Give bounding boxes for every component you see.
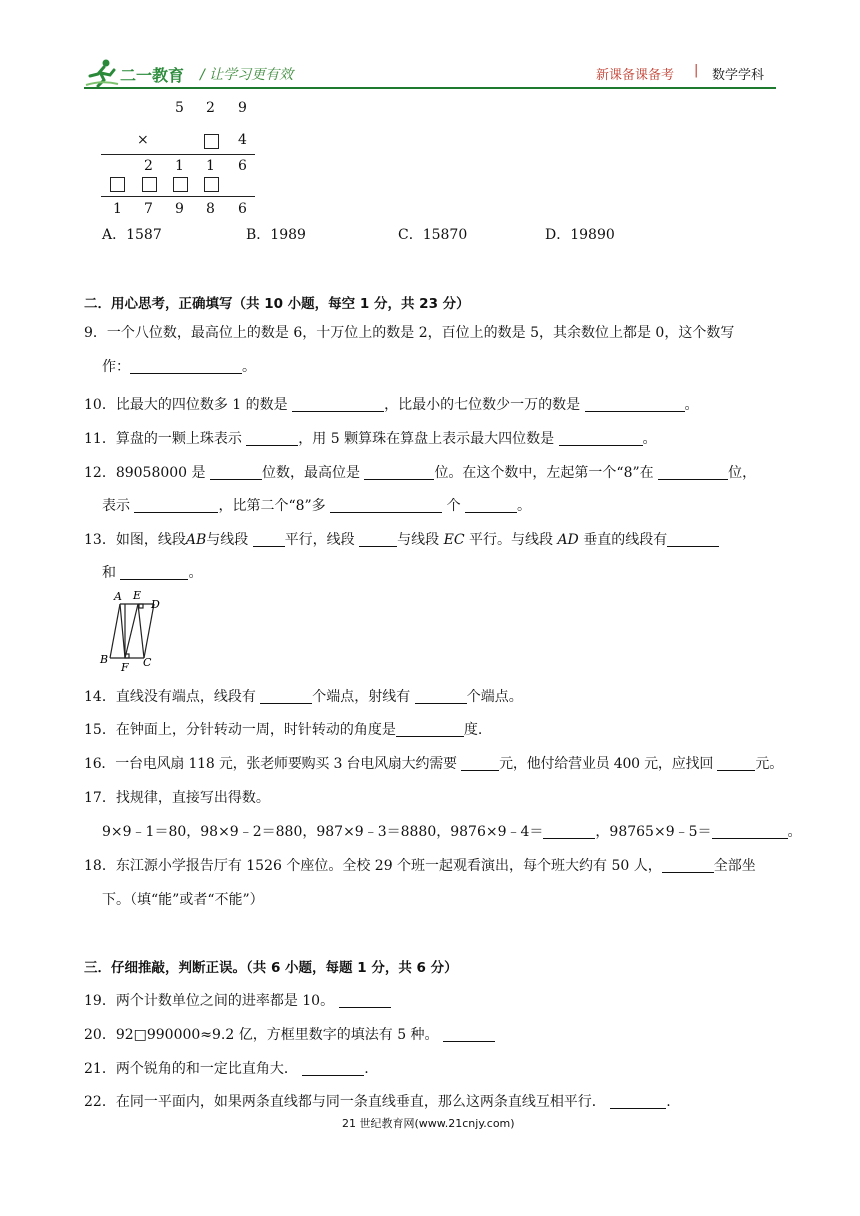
q17-text: 17．找规律，直接写出得数。 bbox=[84, 790, 270, 806]
section-2-title: 二．用心思考，正确填写（共 10 小题，每空 1 分，共 23 分） bbox=[84, 296, 470, 312]
q22-end: . bbox=[666, 1094, 671, 1110]
q10-text: ，比最小的七位数少一万的数是 bbox=[384, 397, 581, 413]
question-21 bbox=[84, 1058, 369, 1078]
blank-box bbox=[142, 177, 157, 194]
mult-line-2 bbox=[101, 196, 255, 197]
q12-text: 位数，最高位是 bbox=[261, 465, 360, 481]
logo-text: 二一教育 bbox=[120, 66, 185, 85]
answer-blank[interactable] bbox=[443, 1027, 495, 1042]
answer-blank[interactable] bbox=[461, 756, 499, 771]
label-b: B bbox=[100, 653, 109, 666]
q20-text: 20．92□990000≈9.2 亿，方框里数字的填法有 5 种。 bbox=[84, 1027, 439, 1043]
q18-text: 下。（填“能”或者“不能”） bbox=[102, 892, 264, 908]
mult-digit: 7 bbox=[144, 201, 153, 217]
label-d: D bbox=[151, 598, 160, 611]
answer-blank[interactable] bbox=[585, 397, 685, 412]
option-a: A．1587 bbox=[102, 227, 162, 243]
q14-text: 个端点，射线有 bbox=[312, 689, 411, 705]
answer-blank[interactable] bbox=[260, 689, 312, 704]
blank-box bbox=[110, 177, 125, 194]
q11-text: ，用 5 颗算珠在算盘上表示最大四位数是 bbox=[298, 431, 555, 447]
mult-digit: 1 bbox=[113, 201, 122, 217]
q17-row-end: 。 bbox=[787, 824, 802, 840]
answer-blank[interactable] bbox=[292, 397, 384, 412]
question-18-line-1 bbox=[84, 855, 756, 875]
answer-blank[interactable] bbox=[662, 858, 714, 873]
mult-digit: 2 bbox=[144, 158, 153, 174]
q9-end: 。 bbox=[242, 359, 256, 375]
mult-digit: 8 bbox=[206, 201, 215, 217]
q16-text: 元，他付给营业员 400 元，应找回 bbox=[499, 756, 714, 772]
slogan: / 让学习更有效 bbox=[200, 67, 294, 83]
question-16 bbox=[84, 753, 783, 773]
mult-line-1 bbox=[101, 154, 255, 155]
q12-text: 位。在这个数中，左起第一个“8”在 bbox=[434, 465, 654, 481]
q13-text: 和 bbox=[102, 565, 116, 581]
answer-blank[interactable] bbox=[465, 498, 517, 513]
question-14 bbox=[84, 686, 523, 706]
answer-blank[interactable] bbox=[359, 532, 397, 547]
q18-text: 全部坐 bbox=[713, 858, 756, 874]
mult-digit: 1 bbox=[175, 158, 184, 174]
segment-ec: EC bbox=[443, 532, 465, 548]
question-13-line-2 bbox=[102, 562, 202, 582]
q14-text: 14．直线没有端点，线段有 bbox=[84, 689, 256, 705]
blank-box bbox=[204, 134, 219, 151]
q13-text: 与线段 bbox=[397, 532, 440, 548]
segment-ad: AD bbox=[557, 532, 579, 548]
q21-end: . bbox=[364, 1061, 369, 1077]
q9-text: 作： bbox=[102, 359, 130, 375]
answer-blank[interactable] bbox=[330, 498, 442, 513]
q13-text: 平行。与线段 bbox=[468, 532, 553, 548]
q15-text: 15．在钟面上，分针转动一周，时针转动的角度是 bbox=[84, 722, 396, 738]
question-11 bbox=[84, 428, 657, 448]
blank-box bbox=[204, 177, 219, 194]
question-13-line-1 bbox=[84, 529, 719, 549]
q12-end: 。 bbox=[517, 498, 532, 514]
question-9-line-1 bbox=[84, 322, 734, 342]
answer-blank[interactable] bbox=[658, 465, 728, 480]
mult-digit: 5 bbox=[175, 100, 184, 116]
q12-text: 表示 bbox=[102, 498, 130, 514]
label-f: F bbox=[121, 661, 129, 674]
mult-digit: 9 bbox=[238, 100, 247, 116]
question-20 bbox=[84, 1024, 495, 1044]
answer-blank[interactable] bbox=[302, 1061, 364, 1076]
mult-digit: 6 bbox=[238, 201, 247, 217]
label-e: E bbox=[133, 589, 142, 602]
times-sign: × bbox=[137, 132, 149, 148]
header-subject: 数学学科 bbox=[712, 68, 765, 83]
answer-blank[interactable] bbox=[712, 824, 788, 839]
q15-text: 度. bbox=[463, 722, 483, 738]
answer-blank[interactable] bbox=[246, 431, 298, 446]
answer-blank[interactable] bbox=[130, 359, 242, 374]
q10-end: 。 bbox=[684, 397, 699, 413]
q22-text: 22．在同一平面内，如果两条直线都与同一条直线垂直，那么这两条直线互相平行． bbox=[84, 1094, 606, 1110]
question-18-line-2 bbox=[102, 889, 264, 909]
answer-blank[interactable] bbox=[339, 993, 391, 1008]
q11-end: 。 bbox=[642, 431, 657, 447]
mult-digit: 1 bbox=[206, 158, 215, 174]
question-10 bbox=[84, 394, 699, 414]
mult-digit: 2 bbox=[206, 100, 215, 116]
q18-text: 18．东江源小学报告厅有 1526 个座位。全校 29 个班一起观看演出，每个班大约有 50 人， bbox=[84, 858, 662, 874]
q13-text: 13．如图，线段 bbox=[84, 532, 186, 548]
answer-blank[interactable] bbox=[210, 465, 262, 480]
answer-blank[interactable] bbox=[610, 1094, 666, 1109]
question-9-line-2 bbox=[102, 356, 256, 376]
question-17 bbox=[84, 787, 270, 807]
blank-box bbox=[173, 177, 188, 194]
section-3-title: 三．仔细推敲，判断正误。（共 6 小题，每题 1 分，共 6 分） bbox=[84, 960, 458, 976]
answer-blank[interactable] bbox=[667, 532, 719, 547]
q13-text: 平行，线段 bbox=[284, 532, 355, 548]
question-17-row bbox=[102, 821, 802, 841]
q13-figure bbox=[98, 588, 168, 674]
q16-text: 16．一台电风扇 118 元，张老师要购买 3 台电风扇大约需要 bbox=[84, 756, 457, 772]
footer: 21 世纪教育网(www.21cnjy.com) bbox=[342, 1117, 515, 1130]
option-c: C．15870 bbox=[398, 227, 468, 243]
q16-text: 元。 bbox=[755, 756, 784, 772]
answer-blank[interactable] bbox=[253, 532, 285, 547]
mult-digit: 9 bbox=[175, 201, 184, 217]
header-right-red: 新课备课备考 bbox=[596, 68, 675, 83]
answer-blank[interactable] bbox=[559, 431, 643, 446]
q19-text: 19．两个计数单位之间的进率都是 10。 bbox=[84, 993, 335, 1009]
q17-row-text: 9×9﹣1＝80，98×9﹣2＝880，987×9﹣3＝8880，9876×9﹣4＝ bbox=[102, 824, 544, 840]
q13-text: 与线段 bbox=[206, 532, 249, 548]
q13-text: 垂直的线段有 bbox=[583, 532, 668, 548]
question-12-line-2 bbox=[102, 495, 531, 515]
q12-text: 个 bbox=[446, 498, 461, 514]
question-22 bbox=[84, 1091, 671, 1111]
answer-blank[interactable] bbox=[415, 689, 467, 704]
question-12-line-1 bbox=[84, 462, 756, 482]
q12-text: 位， bbox=[728, 465, 757, 481]
answer-blank[interactable] bbox=[120, 565, 188, 580]
q21-text: 21．两个锐角的和一定比直角大． bbox=[84, 1061, 298, 1077]
label-a: A bbox=[114, 590, 122, 603]
q13-end: 。 bbox=[188, 565, 203, 581]
q9-text: 9．一个八位数，最高位上的数是 6，十万位上的数是 2，百位上的数是 5，其余数位上都是 0，这个数写 bbox=[84, 325, 735, 341]
segment-ab: AB bbox=[185, 532, 207, 548]
option-d: D．19890 bbox=[545, 227, 615, 243]
answer-blank[interactable] bbox=[364, 465, 434, 480]
answer-blank[interactable] bbox=[543, 824, 595, 839]
runner-logo-icon bbox=[84, 58, 120, 88]
q10-text: 10．比最大的四位数多 1 的数是 bbox=[84, 397, 288, 413]
q17-row-text: ，98765×9﹣5＝ bbox=[595, 824, 712, 840]
q12-text: ，比第二个“8”多 bbox=[218, 498, 326, 514]
answer-blank[interactable] bbox=[134, 498, 218, 513]
answer-blank[interactable] bbox=[396, 722, 464, 737]
question-15 bbox=[84, 719, 482, 739]
option-b: B．1989 bbox=[246, 227, 306, 243]
header-rule bbox=[84, 87, 776, 89]
label-c: C bbox=[143, 656, 152, 669]
q11-text: 11．算盘的一颗上珠表示 bbox=[84, 431, 242, 447]
q12-text: 12．89058000 是 bbox=[84, 465, 206, 481]
answer-blank[interactable] bbox=[717, 756, 755, 771]
mult-digit: 6 bbox=[238, 158, 247, 174]
question-19 bbox=[84, 990, 391, 1010]
q14-text: 个端点。 bbox=[466, 689, 523, 705]
header-separator: | bbox=[694, 63, 699, 78]
mult-digit: 4 bbox=[238, 132, 247, 148]
